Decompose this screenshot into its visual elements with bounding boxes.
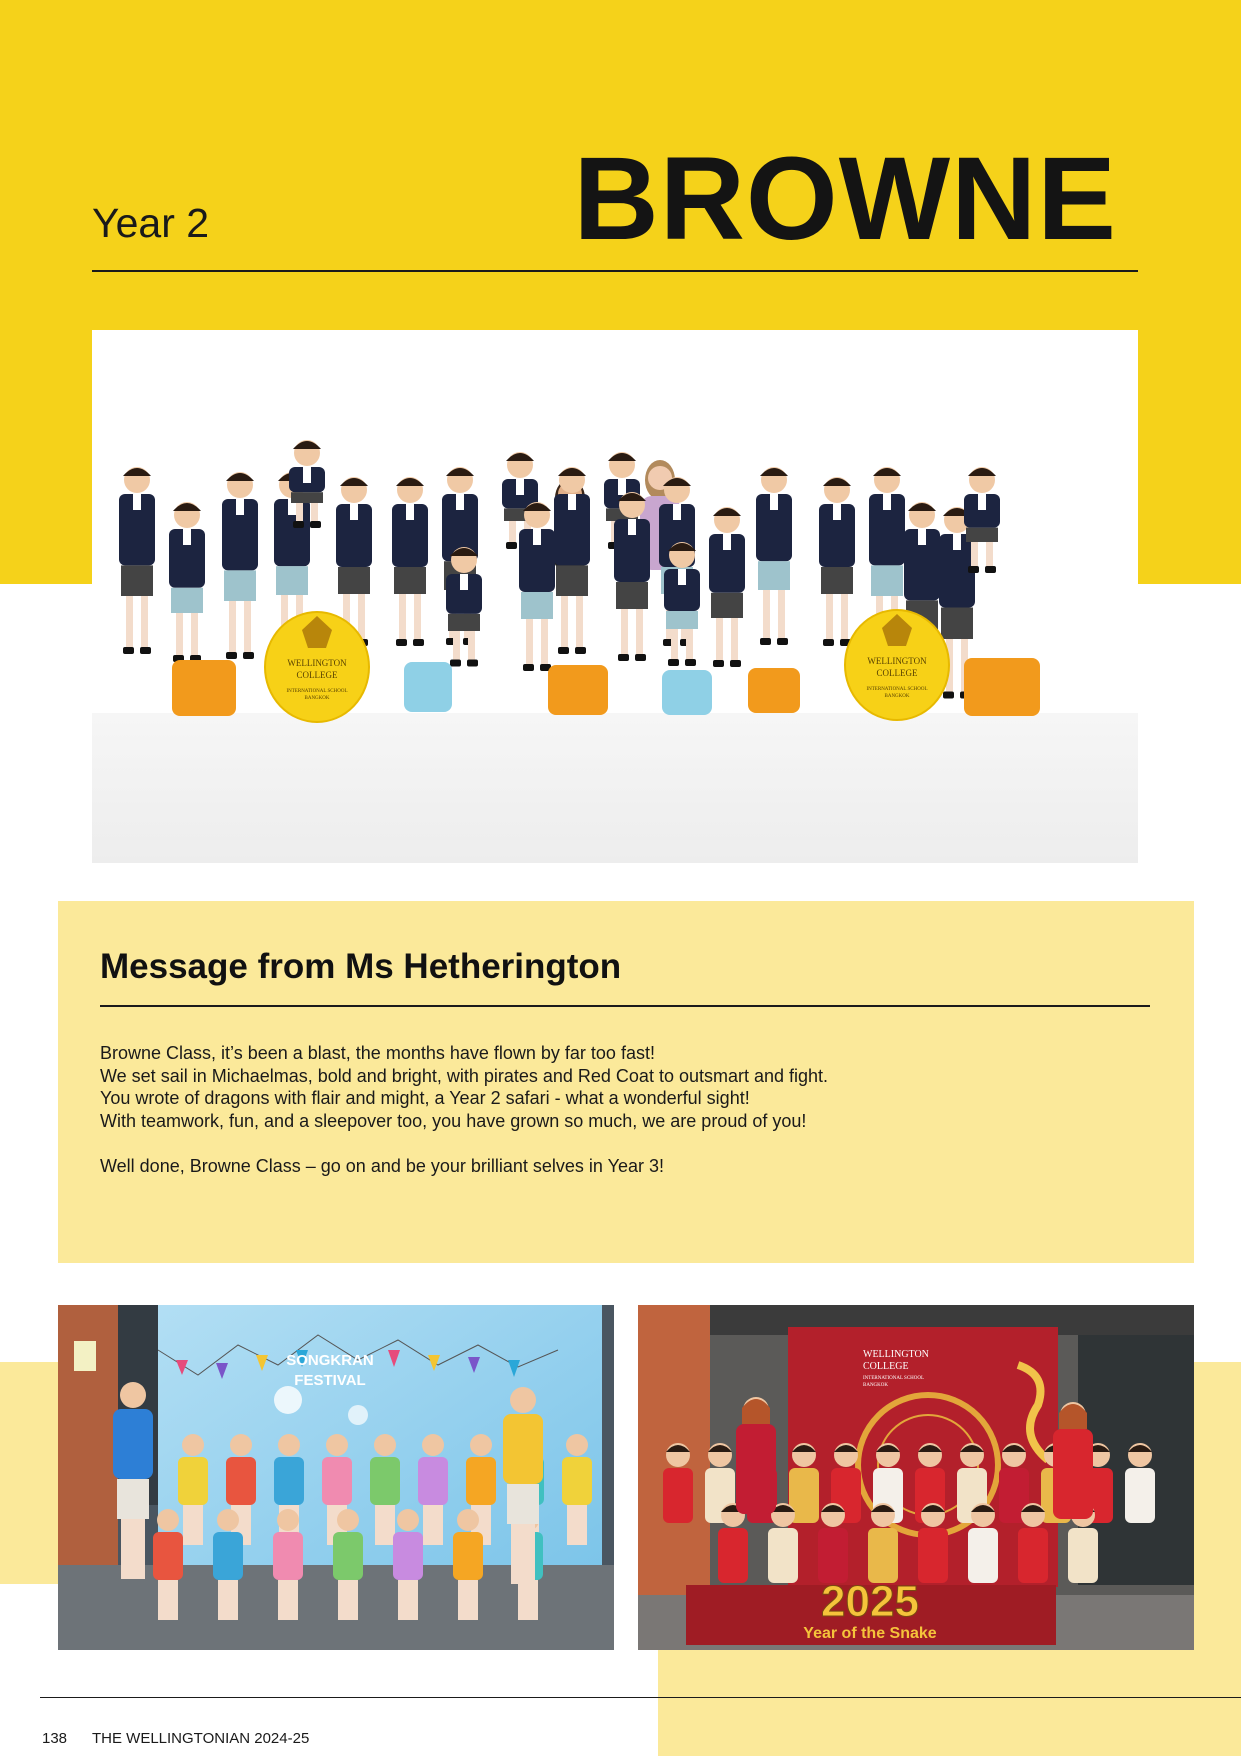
college-banner-left bbox=[265, 612, 369, 722]
class-name-heading: BROWNE bbox=[573, 133, 1117, 265]
child-figure bbox=[868, 1503, 898, 1583]
message-title: Message from Ms Hetherington bbox=[100, 947, 622, 986]
songkran-banner-text: SONGKRAN bbox=[286, 1352, 374, 1369]
child-figure bbox=[968, 1503, 998, 1583]
lunar-banner-text: BANGKOK bbox=[863, 1383, 888, 1388]
songkran-illustration bbox=[58, 1305, 614, 1650]
message-panel bbox=[58, 901, 1194, 1263]
page-number: 138 bbox=[42, 1730, 68, 1747]
message-line: With teamwork, fun, and a sleepover too, you have grown so much, we are proud of you! bbox=[100, 1110, 807, 1131]
class-group-photo bbox=[92, 330, 1138, 863]
lunar-banner-text: INTERNATIONAL SCHOOL bbox=[863, 1376, 925, 1381]
banner-text: COLLEGE bbox=[296, 670, 338, 680]
year-label: Year 2 bbox=[92, 200, 210, 246]
songkran-banner-text: FESTIVAL bbox=[294, 1372, 366, 1389]
banner-text: BANGKOK bbox=[304, 696, 330, 701]
child-figure bbox=[768, 1503, 798, 1583]
child-figure bbox=[1125, 1443, 1155, 1523]
message-body bbox=[100, 1042, 1150, 1177]
stools-and-banners bbox=[92, 330, 1138, 863]
adult-figure bbox=[736, 1397, 776, 1514]
child-figure bbox=[663, 1443, 693, 1523]
child-figure bbox=[718, 1503, 748, 1583]
lunar-year-text: 2025 bbox=[821, 1577, 919, 1626]
lunar-illustration bbox=[638, 1305, 1194, 1650]
publication-title: THE WELLINGTONIAN 2024-25 bbox=[92, 1730, 310, 1747]
banner-text: INTERNATIONAL SCHOOL bbox=[286, 689, 348, 694]
songkran-photo bbox=[58, 1305, 614, 1650]
banner-text: COLLEGE bbox=[876, 668, 918, 678]
accent-block bbox=[658, 1648, 1241, 1756]
accent-block bbox=[0, 1362, 60, 1584]
college-banner-right bbox=[845, 610, 949, 720]
message-line: Browne Class, it’s been a blast, the months have flown by far too fast! bbox=[100, 1043, 655, 1063]
lunar-banner-text: WELLINGTON bbox=[863, 1349, 929, 1360]
header-divider bbox=[92, 270, 1138, 272]
adult-figure bbox=[1053, 1402, 1093, 1519]
message-line: You wrote of dragons with flair and might, a Year 2 safari - what a wonderful sight! bbox=[100, 1088, 750, 1108]
child-figure bbox=[918, 1503, 948, 1583]
child-figure bbox=[818, 1503, 848, 1583]
child-figure bbox=[1018, 1503, 1048, 1583]
message-line: We set sail in Michaelmas, bold and bright, with pirates and Red Coat to outsmart and fight. bbox=[100, 1065, 829, 1086]
message-closing: Well done, Browne Class – go on and be your brilliant selves in Year 3! bbox=[100, 1155, 665, 1176]
banner-text: BANGKOK bbox=[884, 694, 910, 699]
paragraph-gap bbox=[100, 1132, 1150, 1155]
message-divider bbox=[100, 1005, 1150, 1007]
lunar-new-year-photo bbox=[638, 1305, 1194, 1650]
banner-text: WELLINGTON bbox=[867, 656, 927, 666]
footer-divider bbox=[40, 1697, 1241, 1698]
banner-text: WELLINGTON bbox=[287, 658, 347, 668]
lunar-caption-text: Year of the Snake bbox=[803, 1625, 937, 1642]
banner-text: INTERNATIONAL SCHOOL bbox=[866, 687, 928, 692]
lunar-banner-text: COLLEGE bbox=[863, 1361, 909, 1372]
